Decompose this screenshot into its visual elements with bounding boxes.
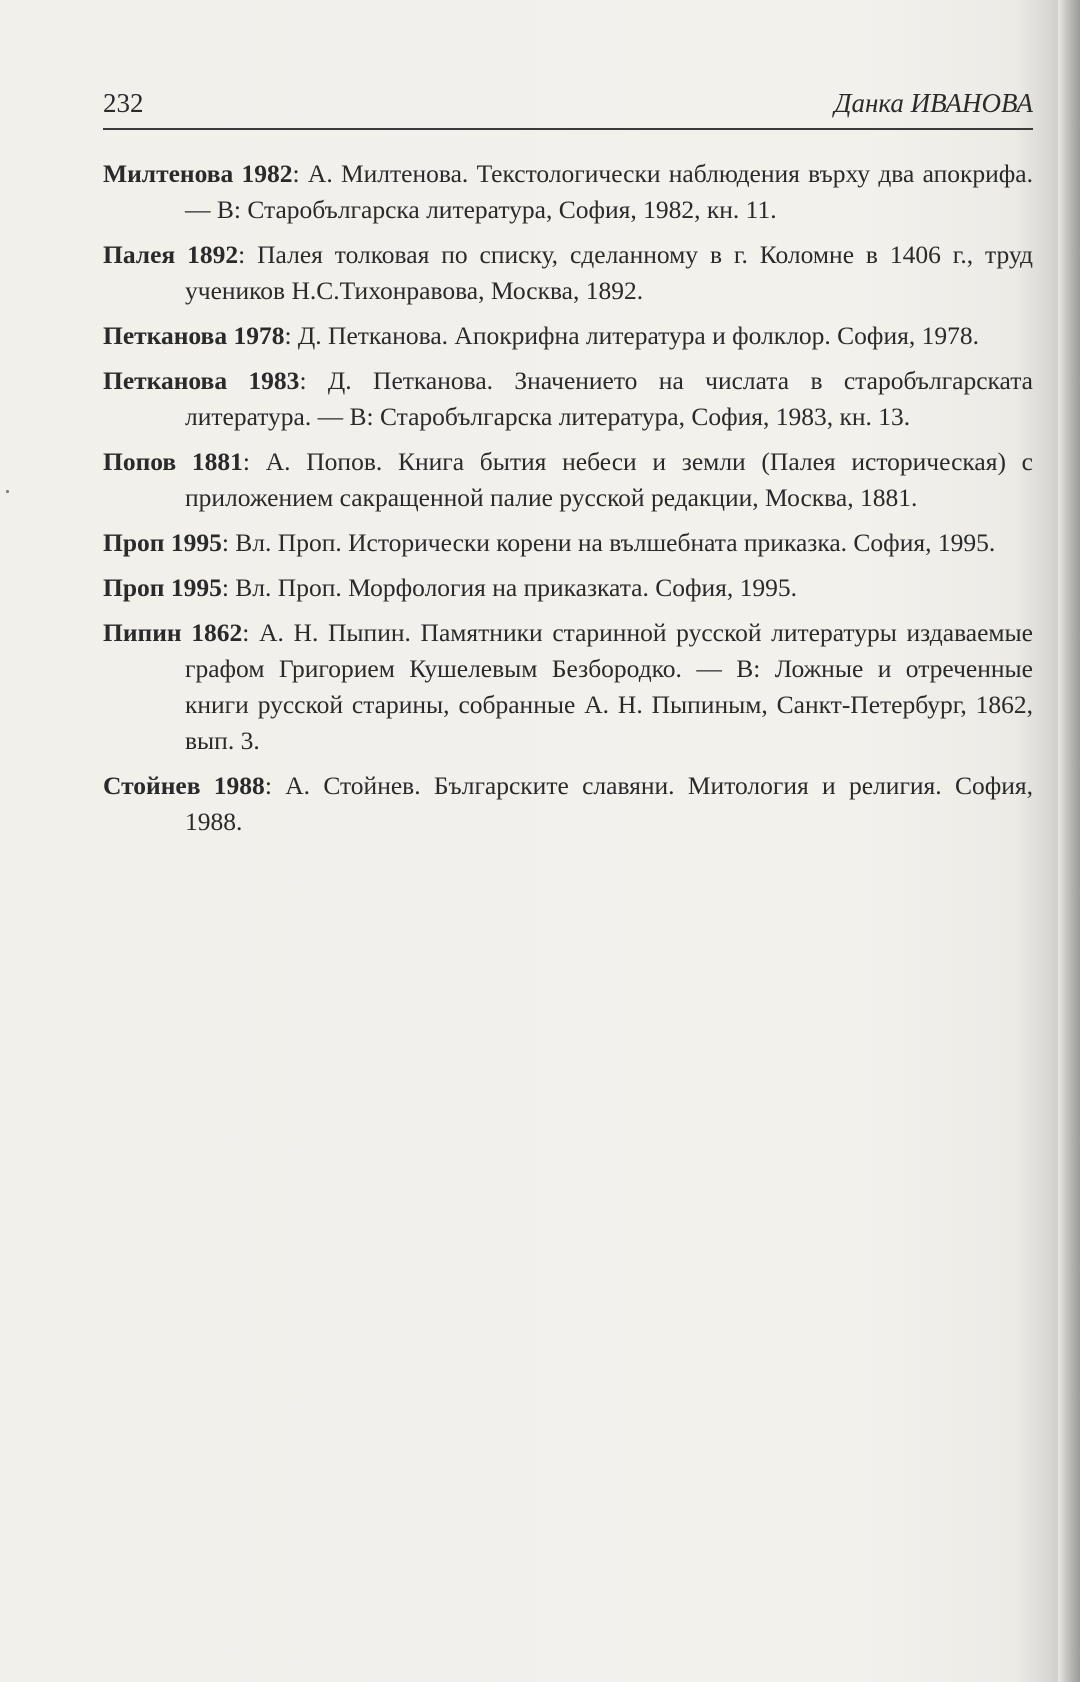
bibliography-entry xyxy=(103,570,1033,606)
page-number: 232 xyxy=(103,88,144,118)
author-running-head: Данка ИВАНОВА xyxy=(834,88,1033,118)
header-rule xyxy=(103,128,1033,130)
entry-key: Петканова 1978 xyxy=(103,321,285,350)
paper-speck xyxy=(6,490,9,493)
bibliography-entry xyxy=(103,318,1033,354)
entry-text: : Палея толковая по списку, сделанному в г. Коломне в 1406 г., труд учеников Н.С.Тихонравова, Москва, 1892. xyxy=(185,240,1033,305)
entry-text: : А. Н. Пыпин. Памятники старинной русской литературы издаваемые графом Григорием Кушелевым Безбородко. — В: Ложные и отреченные книги русской старины, собранные А. Н. Пыпиным, Санкт-Петербург, 1862, вып. 3. xyxy=(185,618,1033,755)
entry-text: : А. Стойнев. Българските славяни. Митология и религия. София, 1988. xyxy=(185,771,1033,836)
entry-text: : А. Милтенова. Текстологически наблюдения върху два апокрифа. — В: Старобългарска литература, София, 1982, кн. 11. xyxy=(185,159,1033,224)
bibliography-entry xyxy=(103,444,1033,516)
bibliography-entry xyxy=(103,768,1033,840)
page-edge-shadow xyxy=(1058,0,1080,1682)
bibliography-entry xyxy=(103,615,1033,759)
entry-key: Палея 1892 xyxy=(103,240,239,269)
entry-key: Проп 1995 xyxy=(103,573,222,602)
entry-text: : А. Попов. Книга бытия небеси и земли (Палея историческая) с приложением сакращенной палие русской редакции, Москва, 1881. xyxy=(185,447,1033,512)
running-header xyxy=(103,88,1033,128)
bibliography-entry xyxy=(103,525,1033,561)
entry-key: Проп 1995 xyxy=(103,528,222,557)
entry-key: Петканова 1983 xyxy=(103,366,300,395)
entry-text: : Д. Петканова. Апокрифна литература и фолклор. София, 1978. xyxy=(284,321,979,350)
entry-key: Стойнев 1988 xyxy=(103,771,265,800)
entry-text: : Вл. Проп. Морфология на приказката. София, 1995. xyxy=(221,573,798,602)
entry-text: : Вл. Проп. Исторически корени на вълшебната приказка. София, 1995. xyxy=(221,528,996,557)
bibliography-entry xyxy=(103,156,1033,228)
bleed-through-text xyxy=(103,970,1033,1562)
bibliography-entry xyxy=(103,363,1033,435)
entry-key: Пипин 1862 xyxy=(103,618,243,647)
bibliography-list xyxy=(103,156,1033,849)
entry-key: Милтенова 1982 xyxy=(103,159,293,188)
entry-key: Попов 1881 xyxy=(103,447,243,476)
entry-text: : Д. Петканова. Значението на числата в старобългарската литература. — В: Старобългарска литература, София, 1983, кн. 13. xyxy=(185,366,1033,431)
bibliography-entry xyxy=(103,237,1033,309)
